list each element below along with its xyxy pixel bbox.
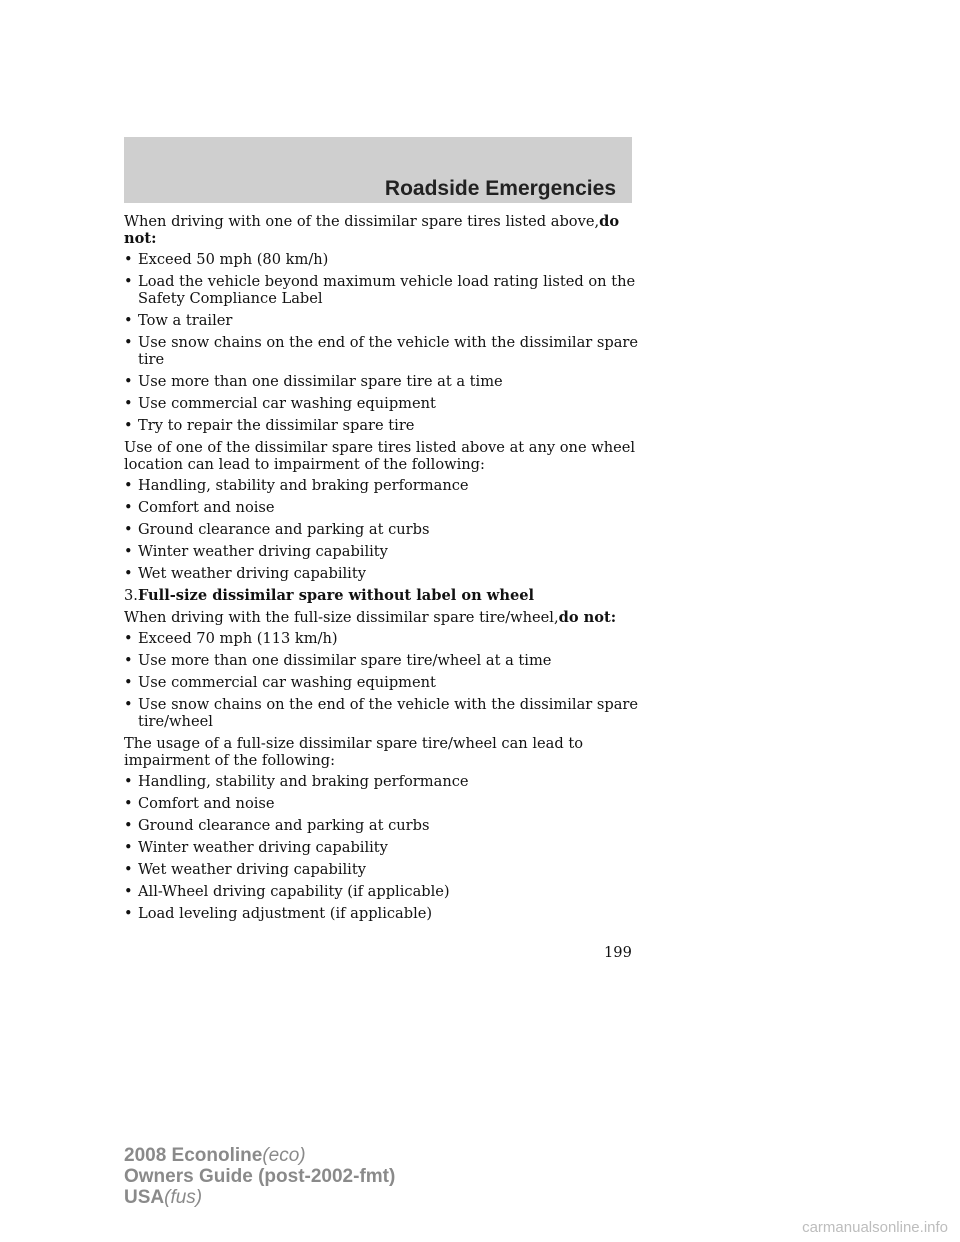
page-number: 199 bbox=[604, 944, 632, 961]
watermark-text: carmanualsonline.info bbox=[802, 1219, 948, 1236]
bullet-text: Ground clearance and parking at curbs bbox=[138, 817, 430, 834]
bullet-item bbox=[124, 334, 654, 368]
bullet-text: Ground clearance and parking at curbs bbox=[138, 521, 430, 538]
bullet-text: Winter weather driving capability bbox=[138, 543, 388, 560]
bullet-item bbox=[124, 839, 654, 856]
bullet-item bbox=[124, 905, 654, 922]
bullet-text: Use commercial car washing equipment bbox=[138, 674, 436, 691]
numbered-heading-3: 3.Full-size dissimilar spare without label on wheel bbox=[124, 587, 535, 604]
bullet-text: Use commercial car washing equipment bbox=[138, 395, 436, 412]
bullet-list-impairment-1 bbox=[124, 477, 654, 582]
bullet-icon: • bbox=[124, 273, 133, 290]
bullet-text: Use snow chains on the end of the vehicle with the dissimilar spare tire bbox=[138, 334, 639, 368]
bullet-item bbox=[124, 499, 654, 516]
paragraph-impairment-1: Use of one of the dissimilar spare tires listed above at any one wheel location can lead to impairment of the following: bbox=[124, 439, 636, 473]
bullet-icon: • bbox=[124, 521, 133, 538]
bullet-item bbox=[124, 395, 654, 412]
bullet-icon: • bbox=[124, 417, 133, 434]
bullet-icon: • bbox=[124, 477, 133, 494]
bullet-item bbox=[124, 817, 654, 834]
bullet-icon: • bbox=[124, 373, 133, 390]
footer-line-2: Owners Guide (post-2002-fmt) bbox=[124, 1166, 396, 1187]
bullet-text: Use snow chains on the end of the vehicle with the dissimilar spare tire/wheel bbox=[138, 696, 639, 730]
bullet-item bbox=[124, 373, 654, 390]
bullet-icon: • bbox=[124, 652, 133, 669]
bullet-item bbox=[124, 565, 654, 582]
bullet-icon: • bbox=[124, 312, 133, 329]
bullet-icon: • bbox=[124, 696, 133, 713]
bullet-list-restrictions-1 bbox=[124, 251, 654, 434]
bullet-icon: • bbox=[124, 674, 133, 691]
bullet-text: Use more than one dissimilar spare tire at a time bbox=[138, 373, 503, 390]
bullet-item bbox=[124, 696, 654, 730]
bullet-text: Comfort and noise bbox=[138, 795, 275, 812]
bullet-item bbox=[124, 417, 654, 434]
bullet-text: Exceed 50 mph (80 km/h) bbox=[138, 251, 329, 268]
paragraph-intro-1: When driving with one of the dissimilar spare tires listed above,do not: bbox=[124, 213, 620, 247]
bullet-item bbox=[124, 652, 654, 669]
bullet-icon: • bbox=[124, 795, 133, 812]
bullet-list-impairment-2 bbox=[124, 773, 654, 922]
bullet-text: Wet weather driving capability bbox=[138, 565, 366, 582]
bullet-item bbox=[124, 795, 654, 812]
section-header-band bbox=[124, 137, 632, 203]
bullet-icon: • bbox=[124, 839, 133, 856]
document-footer bbox=[124, 1145, 395, 1208]
bullet-item bbox=[124, 312, 654, 329]
bullet-text: Load the vehicle beyond maximum vehicle load rating listed on the Safety Compliance Label bbox=[138, 273, 636, 307]
bullet-icon: • bbox=[124, 251, 133, 268]
bullet-icon: • bbox=[124, 630, 133, 647]
bullet-text: Use more than one dissimilar spare tire/wheel at a time bbox=[138, 652, 552, 669]
bullet-text: Handling, stability and braking performance bbox=[138, 477, 469, 494]
bullet-text: Try to repair the dissimilar spare tire bbox=[138, 417, 415, 434]
bullet-item bbox=[124, 630, 654, 647]
bullet-item bbox=[124, 543, 654, 560]
bullet-icon: • bbox=[124, 565, 133, 582]
bullet-text: Handling, stability and braking performance bbox=[138, 773, 469, 790]
footer-line-1: 2008 Econoline(eco) bbox=[124, 1145, 306, 1166]
bullet-icon: • bbox=[124, 905, 133, 922]
bullet-item bbox=[124, 861, 654, 878]
section-title: Roadside Emergencies bbox=[384, 177, 616, 200]
bullet-icon: • bbox=[124, 883, 133, 900]
bullet-text: All-Wheel driving capability (if applicable) bbox=[138, 883, 450, 900]
bullet-icon: • bbox=[124, 499, 133, 516]
paragraph-intro-2: When driving with the full-size dissimilar spare tire/wheel,do not: bbox=[124, 609, 617, 626]
bullet-icon: • bbox=[124, 817, 133, 834]
bullet-item bbox=[124, 251, 654, 268]
bullet-item bbox=[124, 273, 654, 307]
bullet-text: Exceed 70 mph (113 km/h) bbox=[138, 630, 338, 647]
bullet-item bbox=[124, 773, 654, 790]
bullet-icon: • bbox=[124, 543, 133, 560]
bullet-list-restrictions-2 bbox=[124, 630, 654, 730]
paragraph-impairment-2: The usage of a full-size dissimilar spare tire/wheel can lead to impairment of the following: bbox=[124, 735, 583, 769]
bullet-item bbox=[124, 477, 654, 494]
bullet-text: Load leveling adjustment (if applicable) bbox=[138, 905, 433, 922]
bullet-icon: • bbox=[124, 334, 133, 351]
bullet-icon: • bbox=[124, 395, 133, 412]
bullet-item bbox=[124, 674, 654, 691]
bullet-item bbox=[124, 521, 654, 538]
bullet-icon: • bbox=[124, 773, 133, 790]
bullet-text: Comfort and noise bbox=[138, 499, 275, 516]
bullet-text: Winter weather driving capability bbox=[138, 839, 388, 856]
bullet-icon: • bbox=[124, 861, 133, 878]
page-content bbox=[124, 213, 654, 927]
bullet-text: Wet weather driving capability bbox=[138, 861, 366, 878]
footer-line-3: USA(fus) bbox=[124, 1187, 203, 1208]
bullet-item bbox=[124, 883, 654, 900]
bullet-text: Tow a trailer bbox=[138, 312, 233, 329]
